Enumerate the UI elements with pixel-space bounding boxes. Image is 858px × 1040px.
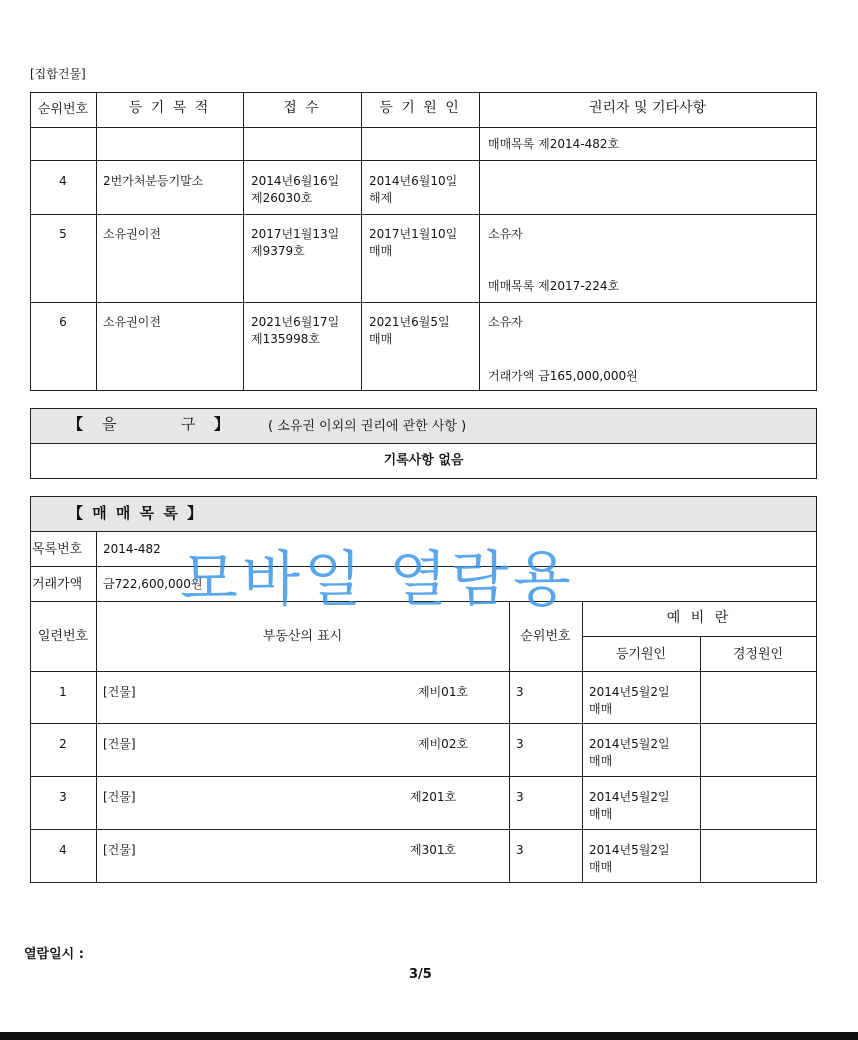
- trade-row4-unit: 제301호: [410, 843, 457, 857]
- header-serial: 일련번호: [37, 629, 89, 644]
- row4-cause-type: 해제: [369, 191, 393, 205]
- row5-holder: 소유자: [488, 227, 523, 241]
- trade-row4-rank: 3: [516, 843, 524, 857]
- price-label: 거래가액: [32, 577, 83, 592]
- trade-row1-unit: 제비01호: [418, 685, 469, 699]
- row6-price: 거래가액 금165,000,000원: [488, 369, 638, 383]
- trade-list-title: 【 매 매 목 록 】: [68, 504, 205, 522]
- list-no-label: 목록번호: [32, 542, 83, 557]
- trade-row2-rank: 3: [516, 737, 524, 751]
- trade-row2-type: [건물]: [103, 737, 136, 751]
- row4-cause: 2014년6월10일: [369, 174, 458, 188]
- row5-holder-list: 매매목록 제2017-224호: [488, 279, 620, 293]
- row6-cause: 2021년6월5일: [369, 315, 450, 329]
- section-label: [집합건물]: [30, 67, 86, 81]
- trade-row3-type: [건물]: [103, 790, 136, 804]
- eulgu-subtitle: ( 소유권 이외의 권리에 관한 사항 ): [268, 419, 467, 434]
- trade-row2-unit: 제비02호: [418, 737, 469, 751]
- page-number: 3/5: [409, 967, 432, 982]
- row5-no: 5: [59, 227, 67, 241]
- row6-holder: 소유자: [488, 315, 523, 329]
- row6-cause-type: 매매: [369, 332, 393, 346]
- trade-row4-type: [건물]: [103, 843, 136, 857]
- row4-purpose: 2번가처분등기말소: [103, 174, 204, 188]
- trade-row1-rank: 3: [516, 685, 524, 699]
- bottom-border: [0, 1032, 858, 1040]
- header-rank: 순위번호: [37, 102, 89, 117]
- trade-row1-type: [건물]: [103, 685, 136, 699]
- trade-row3-cause-type: 매매: [589, 807, 613, 821]
- trade-row4-cause-type: 매매: [589, 860, 613, 874]
- header-receipt: 접 수: [283, 100, 321, 116]
- eulgu-title-b: 구: [181, 415, 196, 433]
- row4-no: 4: [59, 174, 67, 188]
- row6-purpose: 소유권이전: [103, 315, 161, 329]
- header-property: 부동산의 표시: [262, 629, 343, 644]
- header-change-cause: 경정원인: [732, 647, 784, 662]
- trade-row3-serial: 3: [59, 790, 67, 804]
- header-rank-no: 순위번호: [520, 629, 571, 644]
- eulgu-bracket-open: 【: [68, 415, 84, 433]
- row4-receipt: 2014년6월16일: [251, 174, 340, 188]
- row5-receipt: 2017년1월13일: [251, 227, 340, 241]
- view-date-label: 열람일시 :: [24, 947, 84, 962]
- eulgu-empty: 기록사항 없음: [383, 453, 464, 468]
- header-remarks: 예 비 란: [666, 610, 732, 626]
- row5-receipt-no: 제9379호: [251, 244, 305, 258]
- eulgu-bracket-close: 】: [214, 415, 230, 433]
- header-cause: 등 기 원 인: [379, 100, 461, 116]
- row5-cause: 2017년1월10일: [369, 227, 458, 241]
- trade-row3-cause: 2014년5월2일: [589, 790, 670, 804]
- row5-purpose: 소유권이전: [103, 227, 161, 241]
- trade-row2-cause: 2014년5월2일: [589, 737, 670, 751]
- header-reg-cause: 등기원인: [615, 647, 667, 662]
- trade-row3-rank: 3: [516, 790, 524, 804]
- trade-row2-serial: 2: [59, 737, 67, 751]
- trade-row1-cause-type: 매매: [589, 702, 613, 716]
- header-holder: 권리자 및 기타사항: [588, 100, 707, 116]
- mobile-view-watermark: 모바일 열람용: [180, 545, 575, 615]
- trade-row4-cause: 2014년5월2일: [589, 843, 670, 857]
- row5-cause-type: 매매: [369, 244, 393, 258]
- row6-no: 6: [59, 315, 67, 329]
- trade-row2-cause-type: 매매: [589, 754, 613, 768]
- row4-receipt-no: 제26030호: [251, 191, 313, 205]
- trade-row1-serial: 1: [59, 685, 67, 699]
- row0-holder: 매매목록 제2014-482호: [488, 137, 620, 151]
- row6-receipt-no: 제135998호: [251, 332, 320, 346]
- header-purpose: 등 기 목 적: [128, 100, 211, 116]
- list-no-value: 2014-482: [103, 542, 161, 556]
- trade-row4-serial: 4: [59, 843, 67, 857]
- eulgu-title-a: 을: [102, 415, 117, 433]
- row6-receipt: 2021년6월17일: [251, 315, 340, 329]
- price-value: 금722,600,000원: [103, 577, 203, 591]
- trade-row1-cause: 2014년5월2일: [589, 685, 670, 699]
- trade-row3-unit: 제201호: [410, 790, 457, 804]
